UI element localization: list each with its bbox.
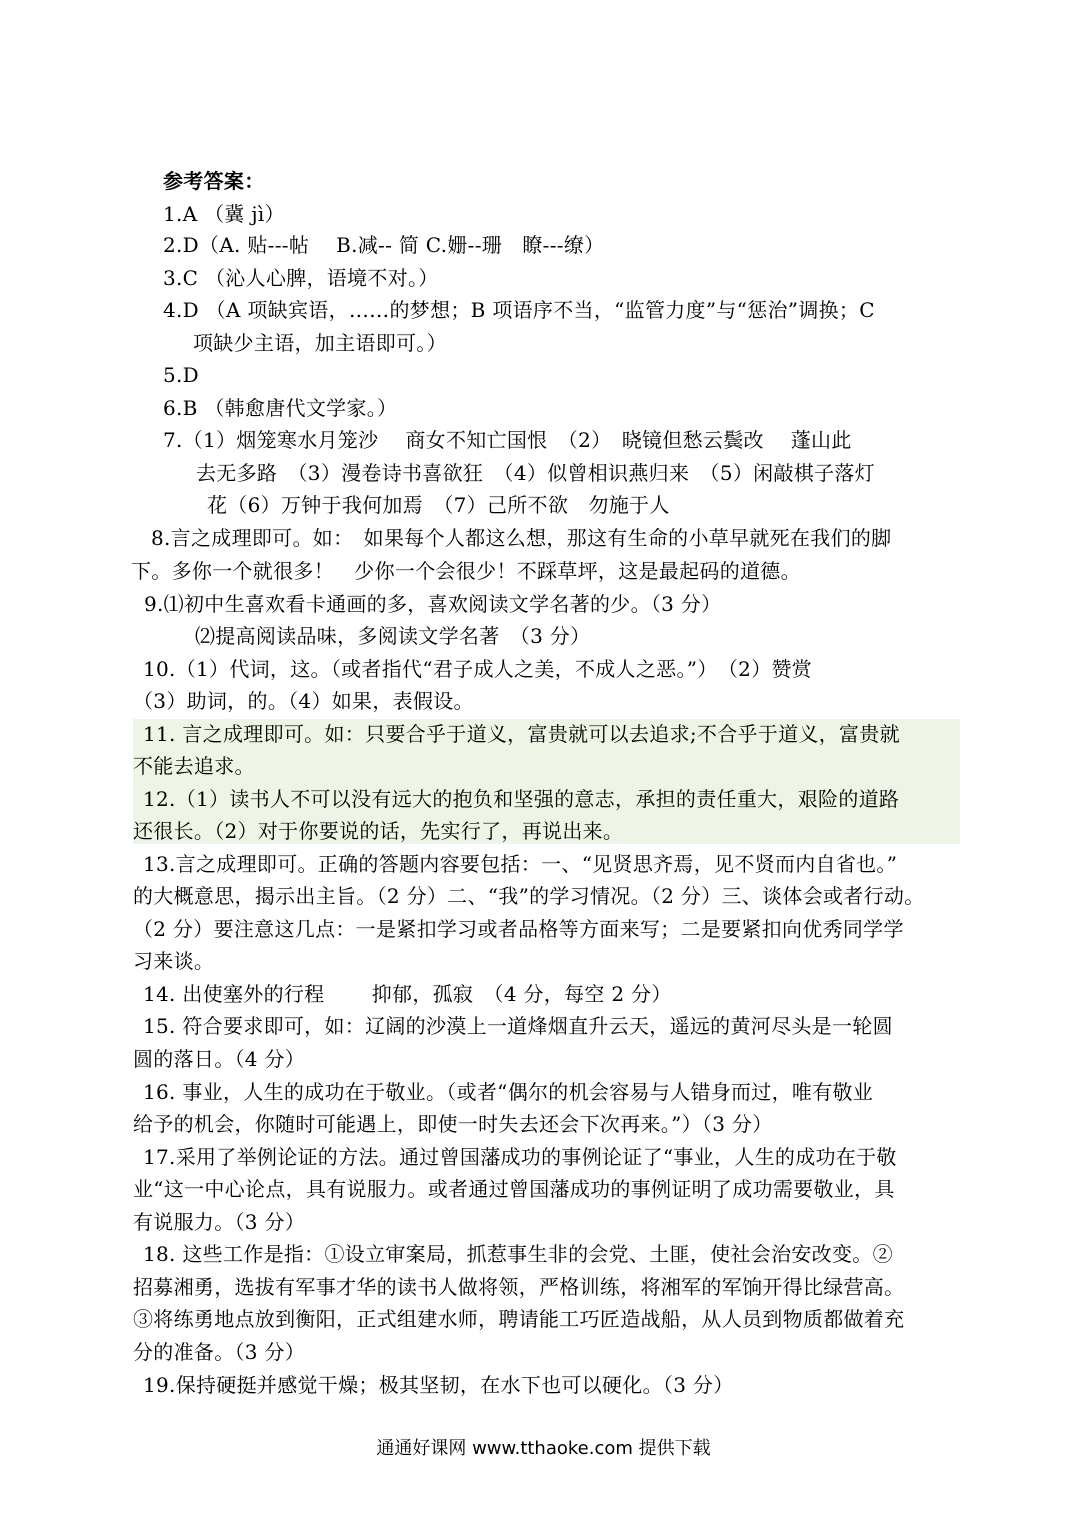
answer-line: 项缺少主语，加主语即可。）	[193, 331, 447, 355]
answer-line: 下。多你一个就很多！ 少你一个会很少！不踩草坪，这是最起码的道德。	[131, 559, 801, 583]
answer-line: 有说服力。（3 分）	[133, 1210, 306, 1234]
answer-line: 5.D	[163, 363, 200, 387]
answer-line: 分的准备。（3 分）	[133, 1340, 306, 1364]
page-footer: 通通好课网 www.tthaoke.com 提供下载	[376, 1438, 711, 1459]
answer-line: （2 分）要注意这几点：一是紧扣学习或者品格等方面来写；二是要紧扣向优秀同学学	[133, 917, 904, 941]
answers-title: 参考答案：	[163, 169, 265, 193]
answer-line: 招募湘勇，选拔有军事才华的读书人做将领，严格训练，将湘军的军饷开得比绿营高。	[133, 1275, 905, 1299]
answer-line: 给予的机会，你随时可能遇上，即使一时失去还会下次再来。”）（3 分）	[133, 1112, 773, 1136]
answer-line: 不能去追求。	[133, 754, 255, 778]
answer-line: 9.⑴初中生喜欢看卡通画的多，喜欢阅读文学名著的少。（3 分）	[144, 592, 722, 616]
answer-line: 14. 出使塞外的行程 抑郁，孤寂 （4 分，每空 2 分）	[143, 982, 672, 1006]
answer-line: 13.言之成理即可。正确的答题内容要包括：一、“见贤思齐焉，见不贤而内自省也。”	[143, 852, 898, 876]
answer-line: 15. 符合要求即可，如：辽阔的沙漠上一道烽烟直升云天，遥远的黄河尽头是一轮圆	[143, 1014, 893, 1038]
answer-line: 10.（1）代词，这。（或者指代“君子成人之美，不成人之恶。”） （2）赞赏	[143, 657, 813, 681]
answer-line: 习来谈。	[133, 949, 215, 973]
answer-line: 去无多路 （3）漫卷诗书喜欲狂 （4）似曾相识燕归来 （5）闲敲棋子落灯	[196, 461, 875, 485]
answer-line: 圆的落日。（4 分）	[133, 1047, 306, 1071]
answer-line: 2.D（A. 贴---帖 B.减-- 简 C.姗--珊 瞭---缭）	[163, 233, 605, 257]
answer-line: 的大概意思，揭示出主旨。（2 分）二、“我”的学习情况。（2 分）三、谈体会或者行动。	[133, 884, 925, 908]
answer-line: 3.C （沁人心脾，语境不对。）	[163, 266, 439, 290]
answer-line: 18. 这些工作是指：①设立审案局，抓惹事生非的会党、土匪，使社会治安改变。②	[143, 1242, 893, 1266]
answer-line: 1.A （冀 jì）	[163, 202, 285, 226]
answer-line: 8.言之成理即可。如： 如果每个人都这么想，那这有生命的小草早就死在我们的脚	[151, 526, 892, 550]
answer-line: 业“这一中心论点，具有说服力。或者通过曾国藩成功的事例证明了成功需要敬业，具	[133, 1177, 895, 1201]
answer-line: 4.D （A 项缺宾语，……的梦想；B 项语序不当，“监管力度”与“惩治”调换；C	[163, 298, 875, 322]
answer-line: 11. 言之成理即可。如：只要合乎于道义，富贵就可以去追求;不合乎于道义，富贵就	[143, 722, 900, 746]
answer-line: 16. 事业，人生的成功在于敬业。（或者“偶尔的机会容易与人错身而过，唯有敬业	[143, 1080, 874, 1104]
answer-line: 7.（1）烟笼寒水月笼沙 商女不知亡国恨 （2） 晓镜但愁云鬓改 蓬山此	[163, 428, 852, 452]
answer-line: （3）助词，的。（4）如果，表假设。	[133, 689, 474, 713]
answer-line: 12.（1）读书人不可以没有远大的抱负和坚强的意志，承担的责任重大，艰险的道路	[143, 787, 900, 811]
answer-line: 6.B （韩愈唐代文学家。）	[163, 396, 398, 420]
answer-line: 17.采用了举例论证的方法。通过曾国藩成功的事例论证了“事业，人生的成功在于敬	[143, 1145, 897, 1169]
answer-line: ③将练勇地点放到衡阳，正式组建水师，聘请能工巧匠造战船，从人员到物质都做着充	[133, 1307, 905, 1331]
answer-line: 19.保持硬挺并感觉干燥；极其坚韧，在水下也可以硬化。（3 分）	[143, 1373, 734, 1397]
answer-line: 花（6）万钟于我何加焉 （7）己所不欲 勿施于人	[207, 493, 670, 517]
answer-line: 还很长。（2）对于你要说的话，先实行了，再说出来。	[133, 819, 624, 843]
answer-line: ⑵提高阅读品味，多阅读文学名著 （3 分）	[195, 624, 591, 648]
